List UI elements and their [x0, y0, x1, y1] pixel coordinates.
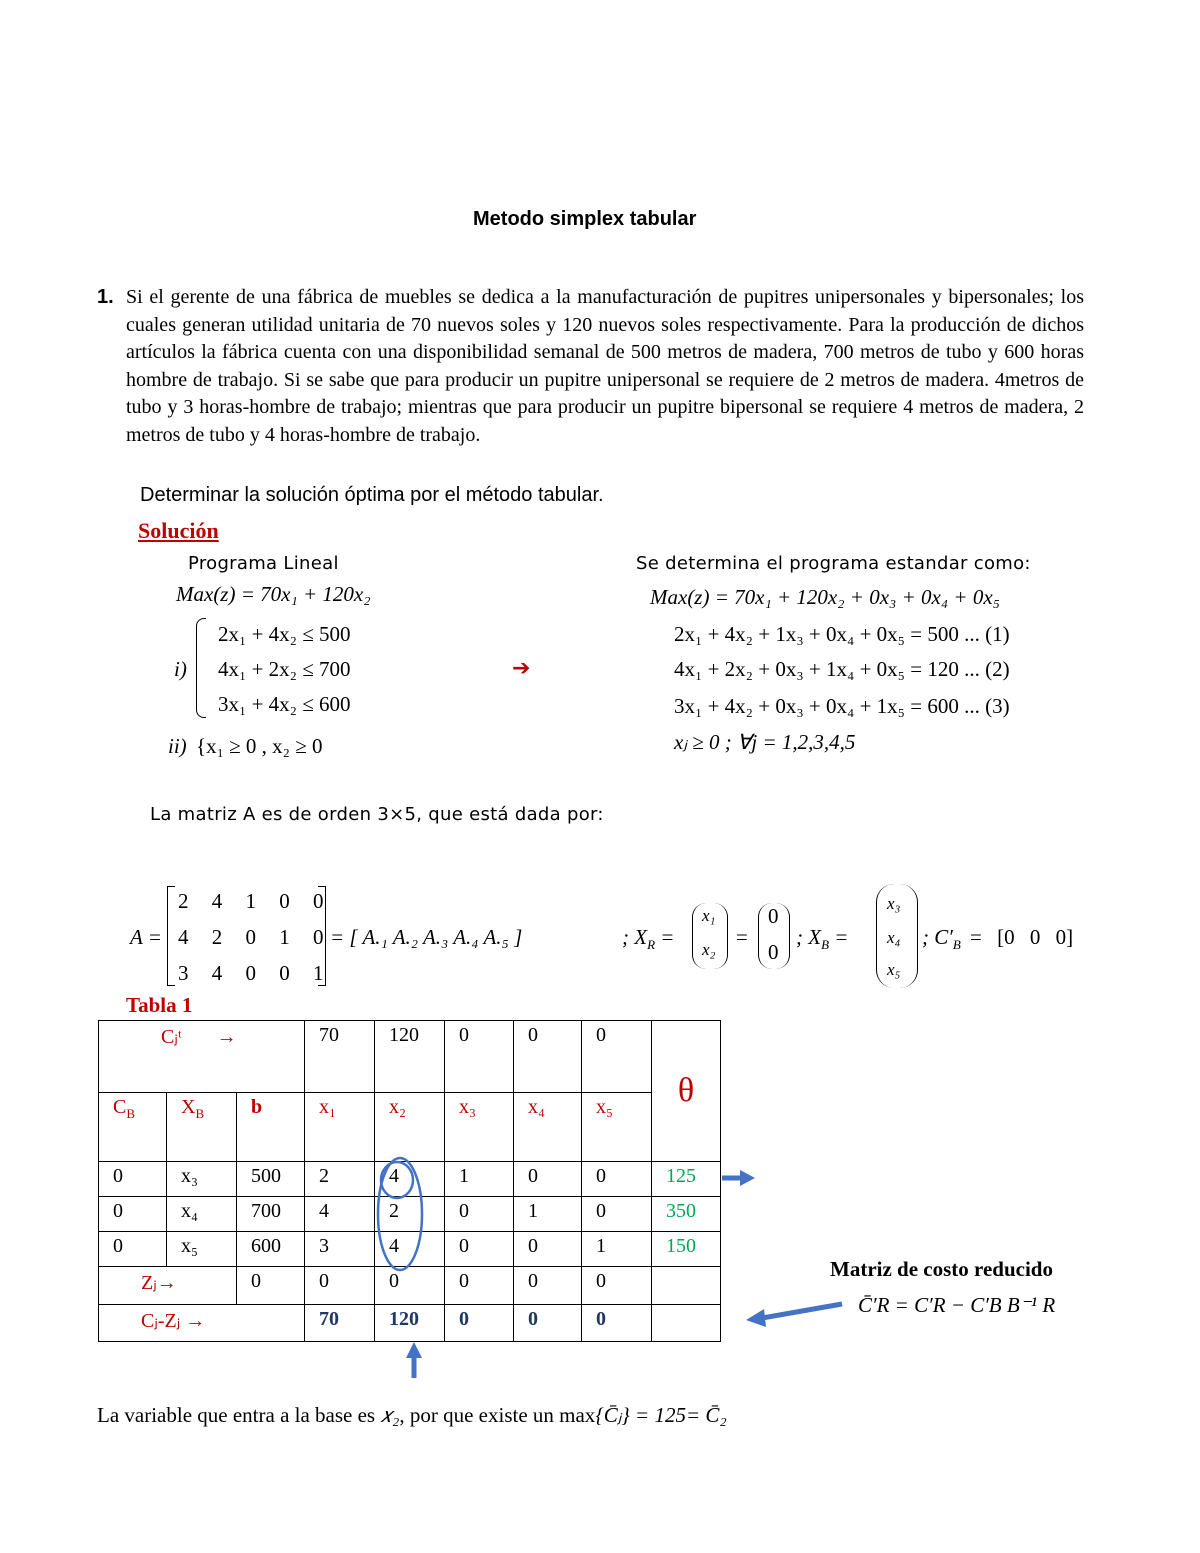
row-val: 1	[582, 1232, 652, 1267]
cj-label-cell	[99, 1021, 305, 1093]
table-row	[99, 1232, 721, 1267]
row-val: 1	[445, 1162, 514, 1197]
cz-value: 120	[375, 1305, 445, 1342]
conclusion	[97, 1403, 727, 1428]
xr-value-entry: 0	[768, 904, 779, 928]
row-cb: 0	[99, 1197, 167, 1232]
cz-row	[99, 1305, 721, 1342]
lp-constraint: 4x₁ + 2x₂ ≤ 700	[218, 657, 351, 681]
matrix-row	[178, 925, 324, 950]
standard-program-heading: Se determina el programa estandar como:	[636, 553, 1031, 574]
problem-task: Determinar la solución óptima por el método tabular.	[140, 484, 604, 506]
row-val: 0	[514, 1162, 582, 1197]
matrix-cell: 1	[245, 889, 256, 913]
zj-value: 0	[582, 1267, 652, 1305]
zj-label: Zⱼ→	[99, 1267, 237, 1305]
lp-constraint: 3x₁ + 4x₂ ≤ 600	[218, 692, 351, 716]
cz-empty	[652, 1305, 721, 1342]
header-b: b	[237, 1093, 305, 1162]
matrix-cell: 4	[178, 925, 189, 949]
conclusion-expr: {C̄ⱼ} = 125= C̄₂	[595, 1403, 727, 1427]
conclusion-prefix: La variable que entra a la base es	[97, 1403, 381, 1427]
lp-label-i: i)	[174, 657, 187, 681]
problem-statement: Si el gerente de una fábrica de muebles se dedica a la manufacturación de pupitres unipersonales y bipersonales; los cuales generan utilidad unitaria de 70 nuevos soles y 120 nuevos soles respectivamente. Para la producción de dichos artículos la fábrica cuenta con una disponibilidad semanal de 500 metros de madera, 700 metros de tubo y 600 horas hombre de trabajo. Si se sabe que para producir un pupitre unipersonal se requiere de 2 metros de madera. 4metros de tubo y 3 horas-hombre de trabajo; mientras que para producir un pupitre bipersonal se requiere 4 metros de madera, 2 metros de tubo y 4 horas-hombre de trabajo.	[126, 286, 1084, 446]
sp-equation: 2x₁ + 4x₂ + 1x₃ + 0x₄ + 0x₅ = 500 ... (1)	[674, 622, 1010, 646]
cj-value: 70	[305, 1021, 375, 1093]
header-xb: $X_B$	[167, 1093, 237, 1162]
row-theta: 350	[652, 1197, 721, 1232]
zj-value: 0	[514, 1267, 582, 1305]
xr-vector-entry: x₂	[702, 940, 716, 959]
matrix-cell: 0	[313, 889, 324, 913]
matrix-cell: 0	[313, 925, 324, 949]
table-row	[99, 1197, 721, 1232]
reduced-cost-arrow	[762, 1304, 842, 1318]
matrix-cell: 1	[279, 925, 290, 949]
row-val: 0	[445, 1232, 514, 1267]
row-xb: x₅	[167, 1232, 237, 1267]
constraint-brace	[196, 618, 206, 718]
header-x: x₁	[305, 1093, 375, 1162]
page-title: Metodo simplex tabular	[473, 208, 697, 230]
zj-row	[99, 1267, 721, 1305]
matrix-cell: 2	[211, 925, 223, 949]
xb-label: ; $X_B$ =	[796, 925, 849, 953]
row-val: 2	[375, 1197, 445, 1232]
matrix-cell: 0	[245, 925, 256, 949]
conclusion-middle: , por que existe un max	[399, 1403, 596, 1427]
cb-label: ; $C'_B$	[922, 925, 961, 953]
table-row	[99, 1162, 721, 1197]
matrix-cell: 0	[245, 961, 256, 985]
row-val-pivot: 4	[375, 1162, 445, 1197]
zj-value: 0	[305, 1267, 375, 1305]
equals-sign: =	[736, 925, 748, 949]
matrix-cell: 1	[313, 961, 324, 985]
row-val: 1	[514, 1197, 582, 1232]
entering-column-arrowhead	[406, 1342, 422, 1358]
cj-value: 0	[582, 1021, 652, 1093]
matrix-cell: 4	[211, 889, 223, 913]
row-cb: 0	[99, 1232, 167, 1267]
matrix-intro: La matriz A es de orden 3×5, que está dada por:	[150, 804, 604, 825]
cz-value: 0	[582, 1305, 652, 1342]
row-val: 0	[514, 1232, 582, 1267]
lp-nonneg: {x₁ ≥ 0 , x₂ ≥ 0	[196, 734, 323, 758]
row-val: 3	[305, 1232, 375, 1267]
reduced-cost-arrowhead	[746, 1309, 766, 1327]
leaving-row-arrowhead	[740, 1170, 755, 1186]
cz-label: Cⱼ-Zⱼ →	[99, 1305, 305, 1342]
matrix-row	[178, 961, 324, 986]
cj-value: 120	[375, 1021, 445, 1093]
row-b: 500	[237, 1162, 305, 1197]
table-title: Tabla 1	[126, 993, 193, 1017]
reduced-cost-title: Matriz de costo reducido	[830, 1257, 1053, 1281]
header-x: x₅	[582, 1093, 652, 1162]
cz-value: 70	[305, 1305, 375, 1342]
theta-header: θ	[652, 1021, 721, 1162]
problem-number: 1.	[97, 286, 114, 308]
matrix-columns: = [ A.₁ A.₂ A.₃ A.₄ A.₅ ]	[330, 925, 523, 949]
matrix-row	[178, 889, 324, 914]
row-cb: 0	[99, 1162, 167, 1197]
cj-value: 0	[445, 1021, 514, 1093]
matrix-a-label: A =	[130, 925, 162, 949]
zj-value: 0	[375, 1267, 445, 1305]
solution-heading: Solución	[138, 518, 219, 543]
row-b: 600	[237, 1232, 305, 1267]
row-val: 4	[305, 1197, 375, 1232]
matrix-cell: 4	[211, 961, 223, 985]
header-cb: $C_B$	[99, 1093, 167, 1162]
sp-objective: Max(z) = 70x₁ + 120x₂ + 0x₃ + 0x₄ + 0x₅	[650, 585, 1000, 609]
xb-vector-entry: x₄	[887, 928, 901, 947]
row-val: 2	[305, 1162, 375, 1197]
matrix-cell: 2	[178, 889, 189, 913]
transform-arrow: ➔	[512, 656, 531, 681]
row-val: 0	[582, 1162, 652, 1197]
conclusion-var: 𝑥₂	[380, 1403, 400, 1427]
lp-constraint: 2x₁ + 4x₂ ≤ 500	[218, 622, 351, 646]
lp-label-ii: ii)	[168, 734, 187, 758]
matrix-bracket-left	[167, 886, 175, 986]
row-val: 0	[445, 1197, 514, 1232]
zj-value: 0	[237, 1267, 305, 1305]
row-val: 4	[375, 1232, 445, 1267]
row-theta: 125	[652, 1162, 721, 1197]
lp-objective: Max(z) = 70x₁ + 120x₂	[176, 582, 371, 606]
row-b: 700	[237, 1197, 305, 1232]
cz-value: 0	[514, 1305, 582, 1342]
cj-value: 0	[514, 1021, 582, 1093]
cj-label: Cⱼᵗ →	[161, 1026, 237, 1048]
header-x: x₂	[375, 1093, 445, 1162]
header-x: x₃	[445, 1093, 514, 1162]
cb-value: = [0 0 0]	[970, 925, 1074, 949]
zj-value: 0	[445, 1267, 514, 1305]
header-x: x₄	[514, 1093, 582, 1162]
row-xb: x₄	[167, 1197, 237, 1232]
matrix-cell: 0	[279, 961, 290, 985]
sp-equation: 4x₁ + 2x₂ + 0x₃ + 1x₄ + 0x₅ = 120 ... (2)	[674, 657, 1010, 681]
row-theta: 150	[652, 1232, 721, 1267]
xr-label: ; $X_R$ =	[622, 925, 675, 953]
matrix-cell: 0	[279, 889, 290, 913]
row-xb: x₃	[167, 1162, 237, 1197]
reduced-cost-formula: C̄′R = C′R − C′B B⁻¹ R	[858, 1293, 1056, 1317]
xb-vector-entry: x₅	[887, 960, 901, 979]
simplex-tableau	[98, 1020, 721, 1342]
xr-value-entry: 0	[768, 940, 779, 964]
sp-equation: 3x₁ + 4x₂ + 0x₃ + 0x₄ + 1x₅ = 600 ... (3)	[674, 694, 1010, 718]
sp-nonneg: xⱼ ≥ 0 ; ∀j = 1,2,3,4,5	[674, 730, 856, 754]
cz-value: 0	[445, 1305, 514, 1342]
zj-empty	[652, 1267, 721, 1305]
matrix-cell: 3	[178, 961, 189, 985]
linear-program-heading: Programa Lineal	[188, 553, 339, 574]
xb-vector-entry: x₃	[887, 894, 901, 913]
xr-vector-entry: x₁	[702, 906, 716, 925]
row-val: 0	[582, 1197, 652, 1232]
